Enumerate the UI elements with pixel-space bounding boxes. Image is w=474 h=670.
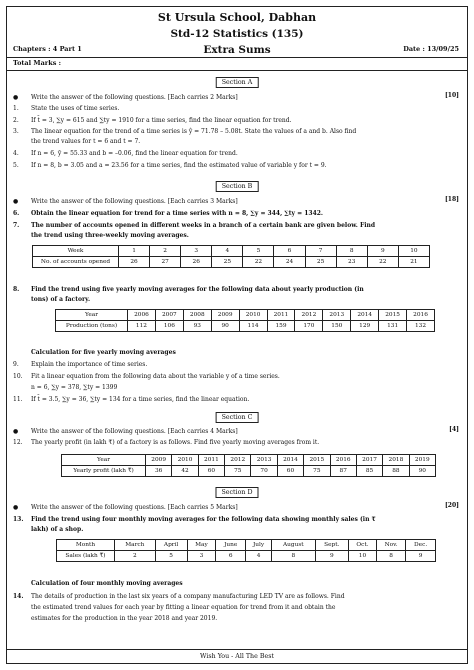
question-number: 7. [13,222,20,229]
question-14-line-2: the estimated trend values for each year by fitting a linear equation for trend from it and obtain the [31,604,336,611]
paper-header [7,7,467,71]
section-d-label: Section D [215,487,258,498]
question-number: 9. [13,361,19,368]
question-number: 12. [13,439,23,446]
table-cell: 2012 [225,455,251,466]
date-label: Date : 13/09/25 [403,45,459,53]
table-cell: 90 [211,321,239,332]
table-cell: 2007 [155,310,183,321]
table-cell: 2017 [356,455,382,466]
table-header-cell: Yearly profit (lakh ₹) [62,466,146,477]
table-cell: 2014 [277,455,303,466]
question-number: 2. [13,117,19,124]
bullet-icon: ● [13,198,19,205]
question-10-line-2: n = 6, ∑y = 378, ∑ty = 1399 [31,384,118,391]
table-cell: May [187,540,216,551]
school-name: St Ursula School, Dabhan [157,11,317,24]
table-cell: August [272,540,315,551]
question-9: Explain the importance of time series. [31,361,148,368]
table-cell: April [155,540,187,551]
table-cell: 2011 [198,455,224,466]
section-c-instruction: Write the answer of the following questions. [Each carries 4 Marks] [31,428,238,435]
table-cell: 112 [128,321,156,332]
table-cell: 2019 [409,455,435,466]
footer-message: Wish You - All The Best [7,649,467,663]
table-cell: 2006 [128,310,156,321]
table-cell: 2009 [211,310,239,321]
table-cell: 129 [351,321,379,332]
section-c-marks: [4] [449,426,459,433]
table-header-cell: Week [33,246,119,257]
question-3-line-2: the trend values for t = 6 and t = 7. [31,138,141,145]
table-cell: 114 [239,321,267,332]
table-row [56,310,435,321]
table-cell: 70 [251,466,277,477]
exam-paper [6,6,468,664]
table-cell: 1 [119,246,150,257]
section-d-marks: [20] [444,502,459,509]
table-cell: 26 [119,257,150,268]
table-cell: Dec. [406,540,436,551]
table-cell: 106 [155,321,183,332]
table-cell: 4 [246,551,272,562]
table-cell: 2010 [239,310,267,321]
table-header-cell: No. of accounts opened [33,257,119,268]
table-cell: 88 [383,466,409,477]
question-10-line-1: Fit a linear equation from the following data about the variable y of a time series. [31,373,280,380]
section-c-label: Section C [216,412,259,423]
section-b-instruction: Write the answer of the following questions. [Each carries 3 Marks] [31,198,238,205]
question-7-line-2: the trend using three-weekly moving averages. [31,232,189,239]
table-row [33,246,430,257]
table-cell: 24 [274,257,305,268]
bullet-icon: ● [13,94,19,101]
table-cell: 132 [407,321,435,332]
table-cell: 6 [216,551,246,562]
table-cell: 2015 [379,310,407,321]
table-cell: 36 [146,466,172,477]
question-number: 10. [13,373,23,380]
accounts-table [32,245,430,268]
question-number: 8. [13,286,20,293]
section-a-label: Section A [216,77,259,88]
table-cell: Oct. [349,540,377,551]
question-13-line-1: Find the trend using four monthly moving averages for the following data showing monthly sales (in ₹ [31,516,376,523]
table-row [62,466,436,477]
table-cell: 159 [267,321,295,332]
table-header-cell: Year [62,455,146,466]
question-14-line-3: estimates for the production in the year 2018 and year 2019. [31,615,218,622]
table-header-cell: Production (tons) [56,321,128,332]
table-cell: 90 [409,466,435,477]
table-cell: Nov. [376,540,405,551]
question-number: 14. [13,593,24,600]
header-divider [7,57,467,58]
table-cell: 2015 [304,455,330,466]
table-cell: 2011 [267,310,295,321]
sales-table [56,539,436,562]
table-cell: 42 [172,466,198,477]
table-cell: 10 [349,551,377,562]
table-cell: 2009 [146,455,172,466]
table-cell: 5 [243,246,274,257]
question-14-line-1: The details of production in the last six years of a company manufacturing LED TV are as follows. Find [31,593,345,600]
section-b-marks: [18] [444,196,459,203]
table-cell: 2012 [295,310,323,321]
table-cell: 9 [315,551,349,562]
table-header-cell: Year [56,310,128,321]
table-cell: Sept. [315,540,349,551]
question-3-line-1: The linear equation for the trend of a time series is ŷ = 71.78 – 5.08t. State the values of a and b. Also find [31,128,357,135]
table-cell: 2008 [183,310,211,321]
question-8-line-2: tons) of a factory. [31,296,91,303]
total-marks-label: Total Marks : [13,59,62,67]
table-cell: 9 [367,246,398,257]
table-cell: 8 [272,551,315,562]
table-cell: 131 [379,321,407,332]
table-cell: June [216,540,246,551]
table-cell: 22 [367,257,398,268]
table-row [57,540,436,551]
table-cell: 2013 [251,455,277,466]
question-number: 6. [13,210,20,217]
paper-title: Extra Sums [203,44,271,56]
subject-title: Std-12 Statistics (135) [170,28,304,40]
table-cell: 75 [225,466,251,477]
calc-heading-13: Calculation of four monthly moving averages [31,580,183,587]
table-cell: 4 [212,246,243,257]
table-cell: 85 [356,466,382,477]
table-cell: 2014 [351,310,379,321]
question-12: The yearly profit (in lakh ₹) of a factory is as follows. Find five yearly moving averages from it. [31,439,320,446]
table-cell: 2013 [323,310,351,321]
table-cell: 25 [305,257,336,268]
table-cell: 7 [305,246,336,257]
calc-heading-8: Calculation for five yearly moving averages [31,349,176,356]
table-cell: 3 [181,246,212,257]
question-number: 4. [13,150,19,157]
table-cell: 2016 [330,455,356,466]
table-cell: 2 [115,551,156,562]
table-cell: 25 [212,257,243,268]
question-1: State the uses of time series. [31,105,120,112]
table-cell: 22 [243,257,274,268]
question-2: If t̄ = 3, ∑y = 615 and ∑ty = 1910 for a time series, find the linear equation for trend. [31,117,292,124]
table-cell: 75 [304,466,330,477]
table-cell: 3 [187,551,216,562]
table-cell: 6 [274,246,305,257]
chapters-label: Chapters : 4 Part 1 [13,45,82,53]
question-number: 1. [13,105,19,112]
table-cell: 5 [155,551,187,562]
table-cell: 60 [198,466,224,477]
bullet-icon: ● [13,428,19,435]
table-cell: 60 [277,466,303,477]
section-b-label: Section B [216,181,259,192]
question-number: 5. [13,162,19,169]
question-11: If t̄ = 3.5, ∑y = 36, ∑ty = 134 for a time series, find the linear equation. [31,396,250,403]
table-cell: July [246,540,272,551]
table-cell: 23 [336,257,367,268]
table-cell: 93 [183,321,211,332]
question-4: If n = 6, ȳ = 55.33 and b = –0.06, find the linear equation for trend. [31,150,238,157]
table-header-cell: Sales (lakh ₹) [57,551,115,562]
table-cell: 10 [398,246,429,257]
table-cell: 9 [406,551,436,562]
question-number: 13. [13,516,24,523]
table-cell: March [115,540,156,551]
section-d-instruction: Write the answer of the following questions. [Each carries 5 Marks] [31,504,238,511]
table-cell: 2010 [172,455,198,466]
table-row [62,455,436,466]
table-row [57,551,436,562]
table-cell: 87 [330,466,356,477]
table-cell: 150 [323,321,351,332]
question-13-line-2: lakh) of a shop. [31,526,84,533]
table-cell: 26 [181,257,212,268]
bullet-icon: ● [13,504,19,511]
table-header-cell: Month [57,540,115,551]
table-cell: 2018 [383,455,409,466]
table-cell: 2016 [407,310,435,321]
table-cell: 2 [150,246,181,257]
production-table [55,309,435,332]
table-cell: 170 [295,321,323,332]
section-a-instruction: Write the answer of the following questions. [Each carries 2 Marks] [31,94,238,101]
table-row [33,257,430,268]
section-a-marks: [10] [444,92,459,99]
table-row [56,321,435,332]
question-6: Obtain the linear equation for trend for a time series with n = 8, ∑y = 344, ∑ty = 1342. [31,210,324,217]
question-number: 3. [13,128,19,135]
question-7-line-1: The number of accounts opened in different weeks in a branch of a certain bank are given below. Find [31,222,376,229]
question-8-line-1: Find the trend using five yearly moving averages for the following data about yearly production (in [31,286,364,293]
table-cell: 21 [398,257,429,268]
table-cell: 8 [336,246,367,257]
profit-table [61,454,436,477]
question-number: 11. [13,396,23,403]
table-cell: 27 [150,257,181,268]
question-5: If n = 8, b = 3.05 and a = 23.56 for a time series, find the estimated value of variable y for t = 9. [31,162,327,169]
table-cell: 8 [376,551,405,562]
